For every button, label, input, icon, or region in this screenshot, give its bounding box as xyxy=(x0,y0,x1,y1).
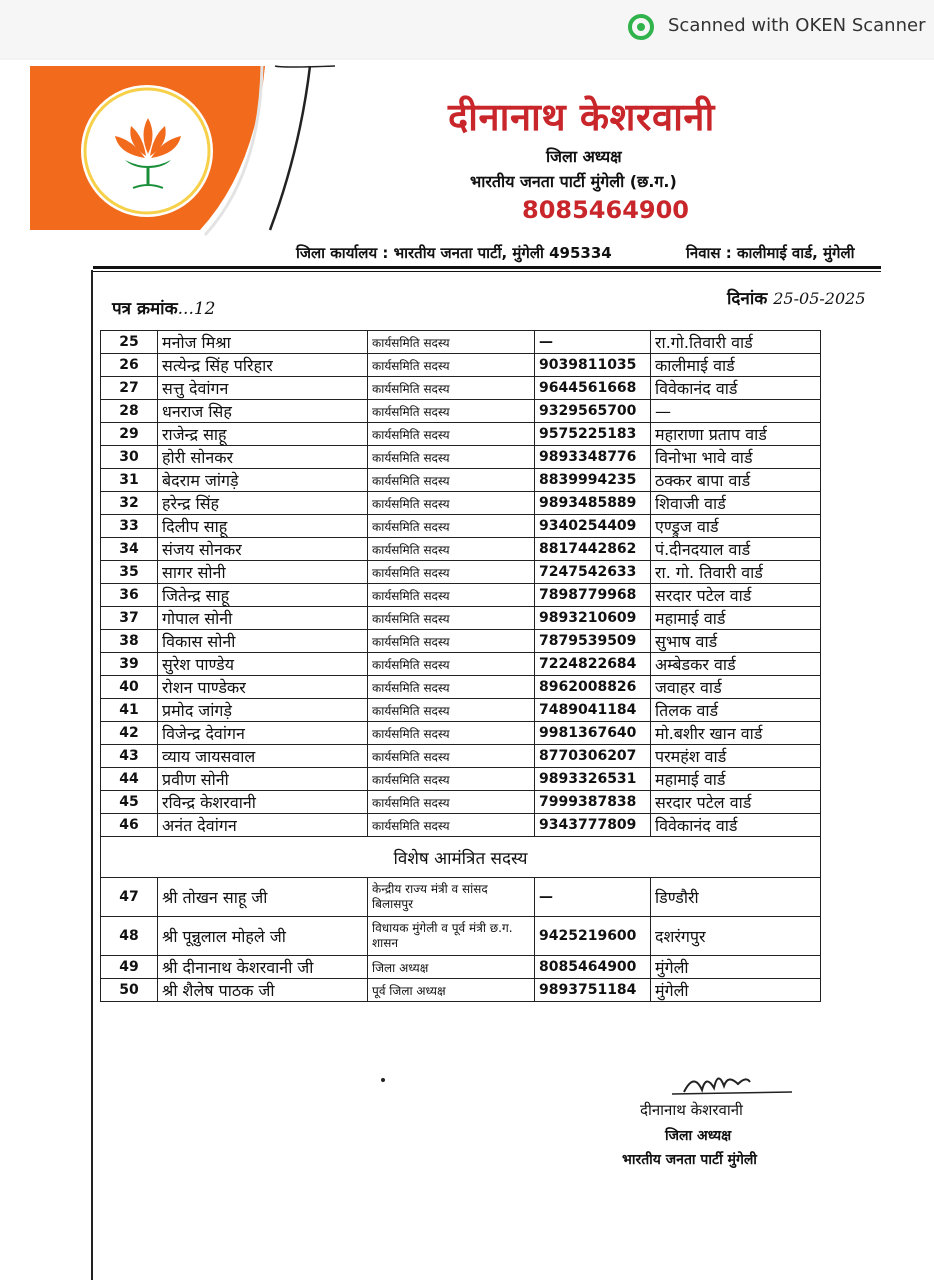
serial-number: 49 xyxy=(101,956,158,979)
table-row xyxy=(101,584,821,607)
member-post: कार्यसमिति सदस्य xyxy=(368,492,535,515)
table-row xyxy=(101,446,821,469)
scanner-label: Scanned with OKEN Scanner xyxy=(668,15,926,36)
serial-number: 27 xyxy=(101,377,158,400)
member-mobile: 7224822684 xyxy=(535,653,651,676)
table-row xyxy=(101,878,821,917)
serial-number: 31 xyxy=(101,469,158,492)
member-mobile: 7898779968 xyxy=(535,584,651,607)
letter-date-label: दिनांक xyxy=(727,289,768,309)
letter-date xyxy=(727,286,866,309)
table-row xyxy=(101,607,821,630)
member-ward: विवेकानंद वार्ड xyxy=(651,814,821,837)
table-row xyxy=(101,791,821,814)
serial-number: 48 xyxy=(101,917,158,956)
member-ward: परमहंश वार्ड xyxy=(651,745,821,768)
member-mobile: 9893348776 xyxy=(535,446,651,469)
member-ward: अम्बेडकर वार्ड xyxy=(651,653,821,676)
member-name: प्रमोद जांगड़े xyxy=(158,699,368,722)
header-rule xyxy=(93,266,881,269)
member-post: कार्यसमिति सदस्य xyxy=(368,446,535,469)
table-row xyxy=(101,561,821,584)
member-post: पूर्व जिला अध्यक्ष xyxy=(368,979,535,1002)
member-name: श्री शैलेष पाठक जी xyxy=(158,979,368,1002)
table-row xyxy=(101,538,821,561)
member-name: रोशन पाण्डेकर xyxy=(158,676,368,699)
table-row xyxy=(101,699,821,722)
table-row xyxy=(101,956,821,979)
table-row xyxy=(101,377,821,400)
serial-number: 44 xyxy=(101,768,158,791)
member-ward: सरदार पटेल वार्ड xyxy=(651,791,821,814)
member-mobile: 7999387838 xyxy=(535,791,651,814)
member-mobile: — xyxy=(535,878,651,917)
serial-number: 25 xyxy=(101,331,158,354)
member-name: बेदराम जांगड़े xyxy=(158,469,368,492)
member-name: राजेन्द्र साहू xyxy=(158,423,368,446)
member-post: कार्यसमिति सदस्य xyxy=(368,607,535,630)
member-name: होरी सोनकर xyxy=(158,446,368,469)
member-post: कार्यसमिति सदस्य xyxy=(368,354,535,377)
page-edge xyxy=(91,270,93,1280)
member-ward: रा. गो. तिवारी वार्ड xyxy=(651,561,821,584)
member-post: कार्यसमिति सदस्य xyxy=(368,584,535,607)
serial-number: 41 xyxy=(101,699,158,722)
serial-number: 40 xyxy=(101,676,158,699)
office-address: जिला कार्यालय : भारतीय जनता पार्टी, मुंगेली 495334 xyxy=(296,244,612,262)
serial-number: 37 xyxy=(101,607,158,630)
member-ward: शिवाजी वार्ड xyxy=(651,492,821,515)
member-mobile: 9575225183 xyxy=(535,423,651,446)
serial-number: 38 xyxy=(101,630,158,653)
member-mobile: 9343777809 xyxy=(535,814,651,837)
member-mobile: 8962008826 xyxy=(535,676,651,699)
members-table xyxy=(100,330,821,1002)
member-ward: मुंगेली xyxy=(651,979,821,1002)
letterhead-designation: जिला अध्यक्ष xyxy=(546,147,622,166)
letter-number-label: पत्र क्रमांक xyxy=(112,299,178,319)
member-ward: महामाई वार्ड xyxy=(651,768,821,791)
member-name: प्रवीण सोनी xyxy=(158,768,368,791)
member-post: कार्यसमिति सदस्य xyxy=(368,515,535,538)
residence-address: निवास : कालीमाई वार्ड, मुंगेली xyxy=(686,244,855,262)
member-post: कार्यसमिति सदस्य xyxy=(368,377,535,400)
member-ward: तिलक वार्ड xyxy=(651,699,821,722)
serial-number: 50 xyxy=(101,979,158,1002)
member-post: विधायक मुंगेली व पूर्व मंत्री छ.ग. शासन xyxy=(368,917,535,956)
member-ward: मुंगेली xyxy=(651,956,821,979)
letterhead-name: दीनानाथ केशरवानी xyxy=(448,95,715,139)
signatory-party: भारतीय जनता पार्टी मुंगेली xyxy=(622,1152,757,1168)
member-ward: विवेकानंद वार्ड xyxy=(651,377,821,400)
member-post: कार्यसमिति सदस्य xyxy=(368,538,535,561)
member-ward: सुभाष वार्ड xyxy=(651,630,821,653)
member-name: श्री पून्नुलाल मोहले जी xyxy=(158,917,368,956)
table-row xyxy=(101,917,821,956)
special-heading: विशेष आमंत्रित सदस्य xyxy=(101,837,821,878)
member-post: कार्यसमिति सदस्य xyxy=(368,722,535,745)
member-ward: जवाहर वार्ड xyxy=(651,676,821,699)
member-ward: सरदार पटेल वार्ड xyxy=(651,584,821,607)
member-post: कार्यसमिति सदस्य xyxy=(368,676,535,699)
member-name: रविन्द्र केशरवानी xyxy=(158,791,368,814)
member-name: सुरेश पाण्डेय xyxy=(158,653,368,676)
member-post: केन्द्रीय राज्य मंत्री व सांसद बिलासपुर xyxy=(368,878,535,917)
table-row xyxy=(101,676,821,699)
letterhead-party: भारतीय जनता पार्टी मुंगेली (छ.ग.) xyxy=(470,172,677,191)
member-mobile: — xyxy=(535,331,651,354)
serial-number: 29 xyxy=(101,423,158,446)
member-name: गोपाल सोनी xyxy=(158,607,368,630)
letter-date-value: 25-05-2025 xyxy=(773,289,866,308)
serial-number: 33 xyxy=(101,515,158,538)
header-rule-thin xyxy=(93,271,881,272)
ink-dot xyxy=(381,1078,385,1082)
member-post: कार्यसमिति सदस्य xyxy=(368,469,535,492)
member-name: सागर सोनी xyxy=(158,561,368,584)
member-ward: — xyxy=(651,400,821,423)
member-mobile: 8770306207 xyxy=(535,745,651,768)
member-ward: डिण्डौरी xyxy=(651,878,821,917)
letter-number-value: ...12 xyxy=(177,299,216,319)
serial-number: 43 xyxy=(101,745,158,768)
member-name: अनंत देवांगन xyxy=(158,814,368,837)
member-ward: कालीमाई वार्ड xyxy=(651,354,821,377)
letter-number xyxy=(112,296,215,319)
signatory-name: दीनानाथ केशरवानी xyxy=(640,1101,743,1119)
member-mobile: 9039811035 xyxy=(535,354,651,377)
member-post: जिला अध्यक्ष xyxy=(368,956,535,979)
member-name: सत्तु देवांगन xyxy=(158,377,368,400)
serial-number: 36 xyxy=(101,584,158,607)
member-post: कार्यसमिति सदस्य xyxy=(368,745,535,768)
member-name: दिलीप साहू xyxy=(158,515,368,538)
table-row xyxy=(101,400,821,423)
section-row xyxy=(101,837,821,878)
member-post: कार्यसमिति सदस्य xyxy=(368,331,535,354)
member-mobile: 9893751184 xyxy=(535,979,651,1002)
member-mobile: 9425219600 xyxy=(535,917,651,956)
member-mobile: 7879539509 xyxy=(535,630,651,653)
lotus-icon xyxy=(103,110,193,200)
member-mobile: 9981367640 xyxy=(535,722,651,745)
table-row xyxy=(101,469,821,492)
member-post: कार्यसमिति सदस्य xyxy=(368,653,535,676)
table-row xyxy=(101,768,821,791)
member-mobile: 9340254409 xyxy=(535,515,651,538)
scanner-bar xyxy=(0,0,934,58)
member-mobile: 9893210609 xyxy=(535,607,651,630)
serial-number: 35 xyxy=(101,561,158,584)
table-row xyxy=(101,515,821,538)
table-row xyxy=(101,745,821,768)
member-post: कार्यसमिति सदस्य xyxy=(368,400,535,423)
serial-number: 28 xyxy=(101,400,158,423)
member-mobile: 7489041184 xyxy=(535,699,651,722)
member-ward: दशरंगपुर xyxy=(651,917,821,956)
serial-number: 30 xyxy=(101,446,158,469)
serial-number: 34 xyxy=(101,538,158,561)
table-row xyxy=(101,814,821,837)
member-name: धनराज सिह xyxy=(158,400,368,423)
member-name: मनोज मिश्रा xyxy=(158,331,368,354)
signature-mark xyxy=(664,1062,794,1102)
signatory-designation: जिला अध्यक्ष xyxy=(665,1128,732,1144)
member-name: सत्येन्द्र सिंह परिहार xyxy=(158,354,368,377)
serial-number: 46 xyxy=(101,814,158,837)
member-post: कार्यसमिति सदस्य xyxy=(368,814,535,837)
serial-number: 47 xyxy=(101,878,158,917)
table-row xyxy=(101,423,821,446)
member-name: श्री दीनानाथ केशरवानी जी xyxy=(158,956,368,979)
member-mobile: 9329565700 xyxy=(535,400,651,423)
member-ward: रा.गो.तिवारी वार्ड xyxy=(651,331,821,354)
member-name: संजय सोनकर xyxy=(158,538,368,561)
member-ward: एण्ड्रुज वार्ड xyxy=(651,515,821,538)
member-post: कार्यसमिति सदस्य xyxy=(368,768,535,791)
table-row xyxy=(101,979,821,1002)
table-row xyxy=(101,354,821,377)
member-ward: मो.बशीर खान वार्ड xyxy=(651,722,821,745)
serial-number: 32 xyxy=(101,492,158,515)
member-post: कार्यसमिति सदस्य xyxy=(368,699,535,722)
member-mobile: 9644561668 xyxy=(535,377,651,400)
member-ward: विनोभा भावे वार्ड xyxy=(651,446,821,469)
table-row xyxy=(101,630,821,653)
member-ward: ठक्कर बापा वार्ड xyxy=(651,469,821,492)
table-row xyxy=(101,331,821,354)
table-row xyxy=(101,722,821,745)
member-name: विजेन्द्र देवांगन xyxy=(158,722,368,745)
member-mobile: 8839994235 xyxy=(535,469,651,492)
table-row xyxy=(101,653,821,676)
member-post: कार्यसमिति सदस्य xyxy=(368,791,535,814)
member-name: विकास सोनी xyxy=(158,630,368,653)
member-mobile: 9893485889 xyxy=(535,492,651,515)
table-row xyxy=(101,492,821,515)
member-post: कार्यसमिति सदस्य xyxy=(368,561,535,584)
letterhead-phone: 8085464900 xyxy=(522,196,689,224)
serial-number: 26 xyxy=(101,354,158,377)
member-name: हरेन्द्र सिंह xyxy=(158,492,368,515)
member-mobile: 8085464900 xyxy=(535,956,651,979)
member-name: जितेन्द्र साहू xyxy=(158,584,368,607)
serial-number: 39 xyxy=(101,653,158,676)
member-mobile: 8817442862 xyxy=(535,538,651,561)
member-post: कार्यसमिति सदस्य xyxy=(368,630,535,653)
member-ward: पं.दीनदयाल वार्ड xyxy=(651,538,821,561)
member-mobile: 7247542633 xyxy=(535,561,651,584)
member-name: श्री तोखन साहू जी xyxy=(158,878,368,917)
serial-number: 45 xyxy=(101,791,158,814)
member-mobile: 9893326531 xyxy=(535,768,651,791)
member-ward: महामाई वार्ड xyxy=(651,607,821,630)
oken-logo-icon xyxy=(628,14,654,40)
member-post: कार्यसमिति सदस्य xyxy=(368,423,535,446)
serial-number: 42 xyxy=(101,722,158,745)
member-ward: महाराणा प्रताप वार्ड xyxy=(651,423,821,446)
member-name: व्याय जायसवाल xyxy=(158,745,368,768)
